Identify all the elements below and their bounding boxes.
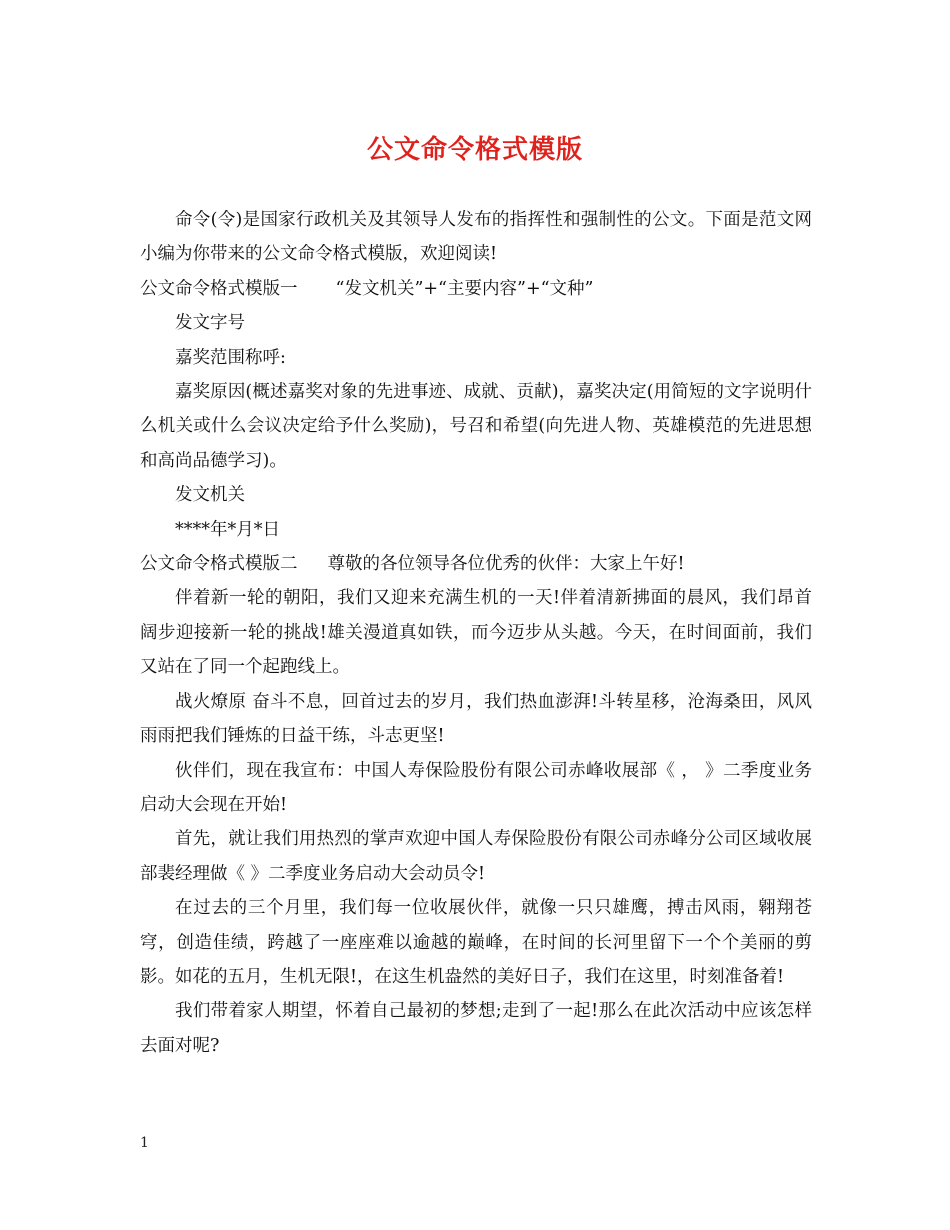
award-scope-line: 嘉奖范围称呼: xyxy=(175,347,286,368)
body-paragraph-3: 伙伴们，现在我宣布：中国人寿保险股份有限公司赤峰收展部《 ， 》二季度业务启动大会现在开始! xyxy=(140,760,812,815)
intro-paragraph: 命令(令)是国家行政机关及其领导人发布的指挥性和强制性的公文。下面是范文网小编为你带来的公文命令格式模版，欢迎阅读! xyxy=(140,210,812,265)
template-one-label: 公文命令格式模版一 xyxy=(140,278,298,299)
template-two-greeting: 尊敬的各位领导各位优秀的伙伴：大家上午好! xyxy=(327,554,685,575)
document-body xyxy=(140,203,812,1063)
body-paragraph-1: 伴着新一轮的朝阳，我们又迎来充满生机的一天!伴着清新拂面的晨风，我们昂首阔步迎接新一轮的挑战!雄关漫道真如铁，而今迈步从头越。今天，在时间面前，我们又站在了同一个起跑线上。 xyxy=(140,588,812,678)
template-one-formula: “发文机关”+“主要内容”+“文种” xyxy=(335,278,594,299)
body-paragraph-6: 我们带着家人期望，怀着自己最初的梦想;走到了一起!那么在此次活动中应该怎样去面对呢? xyxy=(140,1001,812,1056)
page-number: 1 xyxy=(140,1135,149,1151)
body-paragraph-4: 首先，就让我们用热烈的掌声欢迎中国人寿保险股份有限公司赤峰分公司区域收展部裴经理做《 》二季度业务启动大会动员令! xyxy=(140,829,812,884)
document-title: 公文命令格式模版 xyxy=(366,135,583,165)
date-line: ****年*月*日 xyxy=(175,519,280,540)
award-reason-paragraph: 嘉奖原因(概述嘉奖对象的先进事迹、成就、贡献)，嘉奖决定(用简短的文字说明什么机关或什么会议决定给予什么奖励)，号召和希望(向先进人物、英雄模范的先进思想和高尚品德学习)。 xyxy=(140,382,812,471)
body-paragraph-5: 在过去的三个月里，我们每一位收展伙伴，就像一只只雄鹰，搏击风雨，翱翔苍穹，创造佳绩，跨越了一座座难以逾越的巅峰，在时间的长河里留下一个个美丽的剪影。如花的五月，生机无限!，在这生机盎然的美好日子，我们在这里，时刻准备着! xyxy=(140,898,812,987)
body-paragraph-2: 战火燎原 奋斗不息，回首过去的岁月，我们热血澎湃!斗转星移，沧海桑田，风风雨雨把我们锤炼的日益干练，斗志更坚! xyxy=(140,691,812,747)
doc-number-line: 发文字号 xyxy=(175,313,245,334)
template-one-heading xyxy=(140,272,812,306)
template-two-label: 公文命令格式模版二 xyxy=(140,554,298,575)
issuer-line: 发文机关 xyxy=(175,485,245,506)
template-two-heading xyxy=(140,547,812,581)
